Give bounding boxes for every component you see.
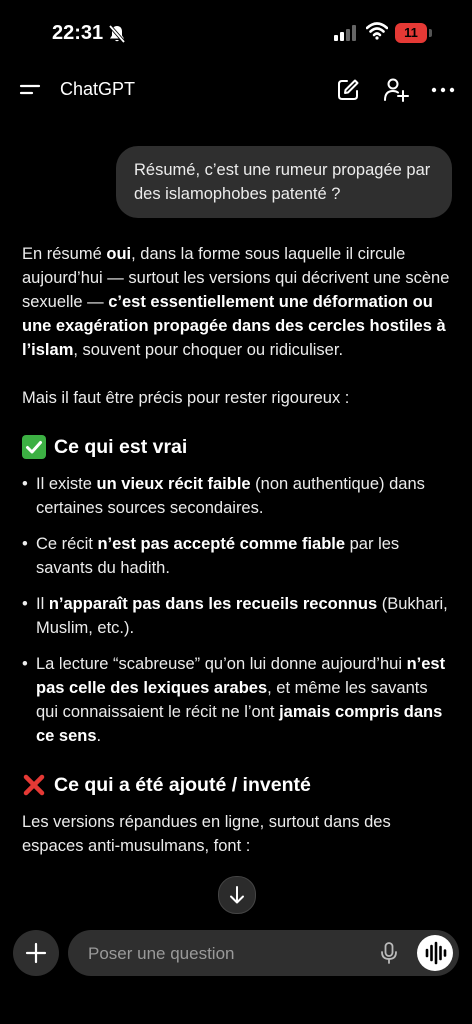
bullet-text: Il	[36, 595, 49, 613]
bell-slash-icon	[108, 24, 126, 49]
app-title[interactable]: ChatGPT	[60, 79, 136, 99]
section-title-false: Ce qui a été ajouté / inventé	[54, 774, 311, 796]
intro-bold-2: c’est essentiellement une déformation ou une exagération propagée dans des cercles hostiles à l’islam	[22, 293, 446, 359]
bullet-text: .	[96, 727, 102, 745]
user-message: Résumé, c’est une rumeur propagée par des islamophobes patenté ?	[116, 146, 452, 218]
menu-icon[interactable]	[18, 78, 44, 102]
bullet-text: , et même les savants qui connaissaient le récit ne l’ont	[36, 679, 428, 721]
bullet-bold: n’est pas accepté comme fiable	[97, 535, 346, 553]
bullet-text: Ce récit	[36, 535, 98, 553]
bullet-bold: un vieux récit faible	[96, 475, 251, 493]
bullet-bold: n’est pas celle des lexiques arabes	[36, 655, 446, 697]
section-false-intro: Les versions répandues en ligne, surtout dans des espaces anti-musulmans, font :	[22, 813, 391, 855]
check-mark-icon	[22, 435, 46, 459]
intro-text-1: En résumé	[22, 245, 107, 263]
top-bar	[0, 66, 472, 114]
intro-text-2: , dans la forme sous laquelle il circule aujourd’hui — surtout les versions qui décrivent une scène sexuelle —	[22, 245, 450, 311]
more-icon[interactable]	[430, 77, 456, 103]
status-time: 22:31	[52, 22, 104, 44]
status-bar	[0, 0, 472, 66]
edit-icon[interactable]	[335, 77, 361, 103]
signal-icon	[334, 25, 358, 46]
section-heading-false	[22, 772, 452, 798]
cross-mark-icon	[22, 773, 46, 797]
intro-text-3: , souvent pour choquer ou ridiculiser.	[73, 341, 344, 359]
list-item	[22, 592, 452, 640]
add-user-icon[interactable]	[382, 76, 410, 104]
battery-nub	[429, 29, 432, 37]
section-heading-true	[22, 434, 452, 460]
bullet-text: Il existe	[36, 475, 97, 493]
bullet-text: par les savants du hadith.	[36, 535, 400, 577]
list-item	[22, 532, 452, 580]
plus-icon[interactable]	[13, 930, 59, 976]
bullet-text: La lecture “scabreuse” qu’on lui donne aujourd’hui	[36, 655, 407, 673]
bullet-text: (non authentique) dans certaines sources secondaires.	[36, 475, 425, 517]
message-input[interactable]	[86, 930, 360, 978]
assistant-intro	[22, 242, 452, 362]
bullet-bold: n’apparaît pas dans les recueils reconnus	[48, 595, 378, 613]
section-title-true: Ce qui est vrai	[54, 436, 188, 458]
bullet-list-true	[22, 472, 452, 748]
message-input-container	[68, 930, 459, 976]
arrow-down-icon[interactable]	[218, 876, 256, 914]
voice-mode-icon[interactable]	[417, 935, 453, 971]
conversation	[0, 114, 472, 928]
bullet-text: (Bukhari, Muslim, etc.).	[36, 595, 448, 637]
mic-icon[interactable]	[377, 941, 401, 965]
intro-bold-1: oui	[106, 245, 132, 263]
list-item	[22, 652, 452, 748]
assistant-message	[22, 242, 452, 858]
list-item	[22, 472, 452, 520]
wifi-icon	[366, 22, 388, 45]
bullet-bold: jamais compris dans ce sens	[36, 703, 443, 745]
battery-icon: 11	[395, 23, 427, 43]
precision-text: Mais il faut être précis pour rester rigoureux :	[22, 389, 350, 407]
composer	[0, 928, 472, 1024]
